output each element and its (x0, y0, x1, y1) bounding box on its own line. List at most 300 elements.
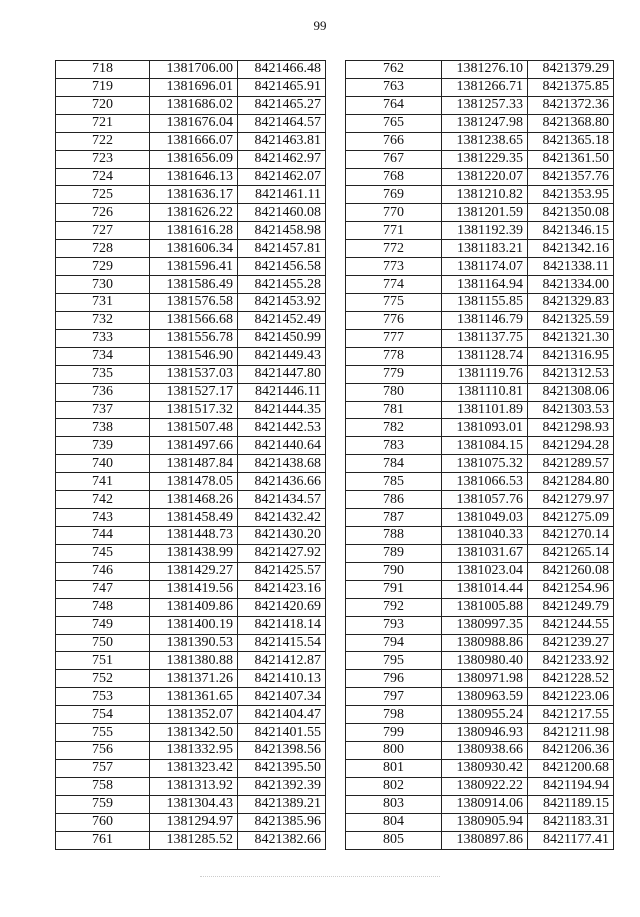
y-coordinate: 8421342.16 (528, 240, 614, 258)
point-number: 803 (346, 795, 442, 813)
table-row (56, 293, 326, 311)
y-coordinate: 8421415.54 (238, 634, 326, 652)
table-row (346, 329, 614, 347)
x-coordinate: 1381005.88 (442, 598, 528, 616)
point-number: 786 (346, 491, 442, 509)
y-coordinate: 8421427.92 (238, 544, 326, 562)
y-coordinate: 8421418.14 (238, 616, 326, 634)
table-row (56, 670, 326, 688)
y-coordinate: 8421346.15 (528, 222, 614, 240)
table-row (56, 276, 326, 294)
x-coordinate: 1381229.35 (442, 150, 528, 168)
table-row (56, 491, 326, 509)
y-coordinate: 8421279.97 (528, 491, 614, 509)
point-number: 724 (56, 168, 150, 186)
x-coordinate: 1381066.53 (442, 473, 528, 491)
y-coordinate: 8421375.85 (528, 78, 614, 96)
x-coordinate: 1381419.56 (150, 580, 238, 598)
y-coordinate: 8421410.13 (238, 670, 326, 688)
x-coordinate: 1381537.03 (150, 365, 238, 383)
table-row (56, 258, 326, 276)
point-number: 734 (56, 347, 150, 365)
point-number: 796 (346, 670, 442, 688)
y-coordinate: 8421458.98 (238, 222, 326, 240)
table-row (56, 509, 326, 527)
point-number: 731 (56, 293, 150, 311)
table-row (56, 526, 326, 544)
y-coordinate: 8421270.14 (528, 526, 614, 544)
table-row (56, 706, 326, 724)
table-row (346, 473, 614, 491)
point-number: 798 (346, 706, 442, 724)
x-coordinate: 1381137.75 (442, 329, 528, 347)
x-coordinate: 1381075.32 (442, 455, 528, 473)
y-coordinate: 8421462.07 (238, 168, 326, 186)
table-row (56, 544, 326, 562)
x-coordinate: 1381390.53 (150, 634, 238, 652)
x-coordinate: 1381266.71 (442, 78, 528, 96)
y-coordinate: 8421365.18 (528, 132, 614, 150)
point-number: 791 (346, 580, 442, 598)
point-number: 768 (346, 168, 442, 186)
table-row (56, 437, 326, 455)
y-coordinate: 8421432.42 (238, 509, 326, 527)
point-number: 802 (346, 777, 442, 795)
y-coordinate: 8421420.69 (238, 598, 326, 616)
table-row (346, 509, 614, 527)
table-row (346, 168, 614, 186)
y-coordinate: 8421457.81 (238, 240, 326, 258)
x-coordinate: 1381409.86 (150, 598, 238, 616)
point-number: 745 (56, 544, 150, 562)
point-number: 770 (346, 204, 442, 222)
table-row (346, 742, 614, 760)
coordinate-table-right (345, 60, 614, 850)
x-coordinate: 1381458.49 (150, 509, 238, 527)
table-row (346, 813, 614, 831)
point-number: 776 (346, 311, 442, 329)
table-row (346, 491, 614, 509)
x-coordinate: 1381586.49 (150, 276, 238, 294)
table-row (56, 311, 326, 329)
y-coordinate: 8421316.95 (528, 347, 614, 365)
x-coordinate: 1381546.90 (150, 347, 238, 365)
x-coordinate: 1381497.66 (150, 437, 238, 455)
table-row (56, 419, 326, 437)
point-number: 738 (56, 419, 150, 437)
table-row (346, 544, 614, 562)
point-number: 749 (56, 616, 150, 634)
y-coordinate: 8421294.28 (528, 437, 614, 455)
y-coordinate: 8421463.81 (238, 132, 326, 150)
table-row (346, 706, 614, 724)
x-coordinate: 1380938.66 (442, 742, 528, 760)
table-row (56, 401, 326, 419)
table-row (56, 78, 326, 96)
point-number: 782 (346, 419, 442, 437)
y-coordinate: 8421466.48 (238, 61, 326, 79)
point-number: 743 (56, 509, 150, 527)
x-coordinate: 1381606.34 (150, 240, 238, 258)
x-coordinate: 1381276.10 (442, 61, 528, 79)
y-coordinate: 8421298.93 (528, 419, 614, 437)
x-coordinate: 1381119.76 (442, 365, 528, 383)
table-row (346, 634, 614, 652)
point-number: 760 (56, 813, 150, 831)
point-number: 757 (56, 759, 150, 777)
table-row (56, 168, 326, 186)
x-coordinate: 1381332.95 (150, 742, 238, 760)
point-number: 778 (346, 347, 442, 365)
table-row (346, 61, 614, 79)
x-coordinate: 1380971.98 (442, 670, 528, 688)
point-number: 740 (56, 455, 150, 473)
y-coordinate: 8421329.83 (528, 293, 614, 311)
y-coordinate: 8421275.09 (528, 509, 614, 527)
y-coordinate: 8421303.53 (528, 401, 614, 419)
table-row (56, 616, 326, 634)
y-coordinate: 8421453.92 (238, 293, 326, 311)
x-coordinate: 1381210.82 (442, 186, 528, 204)
y-coordinate: 8421321.30 (528, 329, 614, 347)
point-number: 736 (56, 383, 150, 401)
y-coordinate: 8421389.21 (238, 795, 326, 813)
y-coordinate: 8421177.41 (528, 831, 614, 849)
point-number: 780 (346, 383, 442, 401)
x-coordinate: 1381556.78 (150, 329, 238, 347)
y-coordinate: 8421312.53 (528, 365, 614, 383)
table-row (56, 598, 326, 616)
y-coordinate: 8421456.58 (238, 258, 326, 276)
point-number: 750 (56, 634, 150, 652)
x-coordinate: 1381049.03 (442, 509, 528, 527)
x-coordinate: 1381155.85 (442, 293, 528, 311)
point-number: 737 (56, 401, 150, 419)
x-coordinate: 1380963.59 (442, 688, 528, 706)
table-row (346, 293, 614, 311)
table-row (346, 347, 614, 365)
point-number: 789 (346, 544, 442, 562)
y-coordinate: 8421308.06 (528, 383, 614, 401)
point-number: 797 (346, 688, 442, 706)
table-row (346, 670, 614, 688)
y-coordinate: 8421407.34 (238, 688, 326, 706)
point-number: 790 (346, 562, 442, 580)
point-number: 759 (56, 795, 150, 813)
point-number: 775 (346, 293, 442, 311)
table-row (346, 562, 614, 580)
point-number: 781 (346, 401, 442, 419)
table-row (346, 204, 614, 222)
point-number: 728 (56, 240, 150, 258)
table-row (346, 222, 614, 240)
x-coordinate: 1381636.17 (150, 186, 238, 204)
y-coordinate: 8421260.08 (528, 562, 614, 580)
x-coordinate: 1381101.89 (442, 401, 528, 419)
table-row (56, 759, 326, 777)
point-number: 793 (346, 616, 442, 634)
y-coordinate: 8421382.66 (238, 831, 326, 849)
y-coordinate: 8421398.56 (238, 742, 326, 760)
x-coordinate: 1380955.24 (442, 706, 528, 724)
x-coordinate: 1381616.28 (150, 222, 238, 240)
y-coordinate: 8421194.94 (528, 777, 614, 795)
x-coordinate: 1381478.05 (150, 473, 238, 491)
y-coordinate: 8421465.91 (238, 78, 326, 96)
table-row (346, 401, 614, 419)
point-number: 754 (56, 706, 150, 724)
point-number: 747 (56, 580, 150, 598)
y-coordinate: 8421440.64 (238, 437, 326, 455)
x-coordinate: 1381646.13 (150, 168, 238, 186)
x-coordinate: 1381352.07 (150, 706, 238, 724)
point-number: 772 (346, 240, 442, 258)
point-number: 767 (346, 150, 442, 168)
x-coordinate: 1381400.19 (150, 616, 238, 634)
point-number: 765 (346, 114, 442, 132)
table-row (56, 222, 326, 240)
table-row (56, 114, 326, 132)
table-row (56, 347, 326, 365)
x-coordinate: 1380997.35 (442, 616, 528, 634)
point-number: 774 (346, 276, 442, 294)
point-number: 741 (56, 473, 150, 491)
y-coordinate: 8421460.08 (238, 204, 326, 222)
table-row (346, 795, 614, 813)
point-number: 729 (56, 258, 150, 276)
x-coordinate: 1381238.65 (442, 132, 528, 150)
table-row (346, 186, 614, 204)
table-row (56, 204, 326, 222)
table-row (346, 240, 614, 258)
y-coordinate: 8421401.55 (238, 724, 326, 742)
x-coordinate: 1381527.17 (150, 383, 238, 401)
point-number: 739 (56, 437, 150, 455)
point-number: 726 (56, 204, 150, 222)
point-number: 746 (56, 562, 150, 580)
table-row (346, 150, 614, 168)
point-number: 799 (346, 724, 442, 742)
point-number: 753 (56, 688, 150, 706)
x-coordinate: 1381676.04 (150, 114, 238, 132)
x-coordinate: 1381323.42 (150, 759, 238, 777)
point-number: 756 (56, 742, 150, 760)
point-number: 730 (56, 276, 150, 294)
y-coordinate: 8421430.20 (238, 526, 326, 544)
table-row (56, 365, 326, 383)
y-coordinate: 8421357.76 (528, 168, 614, 186)
point-number: 762 (346, 61, 442, 79)
x-coordinate: 1381192.39 (442, 222, 528, 240)
y-coordinate: 8421350.08 (528, 204, 614, 222)
y-coordinate: 8421449.43 (238, 347, 326, 365)
x-coordinate: 1381438.99 (150, 544, 238, 562)
y-coordinate: 8421338.11 (528, 258, 614, 276)
y-coordinate: 8421404.47 (238, 706, 326, 724)
x-coordinate: 1381304.43 (150, 795, 238, 813)
point-number: 795 (346, 652, 442, 670)
coordinate-table-left (55, 60, 326, 850)
x-coordinate: 1381361.65 (150, 688, 238, 706)
y-coordinate: 8421436.66 (238, 473, 326, 491)
point-number: 758 (56, 777, 150, 795)
table-row (346, 78, 614, 96)
point-number: 794 (346, 634, 442, 652)
x-coordinate: 1380980.40 (442, 652, 528, 670)
table-row (56, 688, 326, 706)
point-number: 783 (346, 437, 442, 455)
table-row (346, 616, 614, 634)
y-coordinate: 8421353.95 (528, 186, 614, 204)
point-number: 719 (56, 78, 150, 96)
x-coordinate: 1381023.04 (442, 562, 528, 580)
table-row (56, 150, 326, 168)
table-row (56, 240, 326, 258)
table-row (56, 813, 326, 831)
x-coordinate: 1381686.02 (150, 96, 238, 114)
y-coordinate: 8421395.50 (238, 759, 326, 777)
point-number: 784 (346, 455, 442, 473)
y-coordinate: 8421223.06 (528, 688, 614, 706)
x-coordinate: 1381247.98 (442, 114, 528, 132)
point-number: 725 (56, 186, 150, 204)
x-coordinate: 1380922.22 (442, 777, 528, 795)
y-coordinate: 8421452.49 (238, 311, 326, 329)
y-coordinate: 8421446.11 (238, 383, 326, 401)
point-number: 766 (346, 132, 442, 150)
table-row (346, 276, 614, 294)
y-coordinate: 8421442.53 (238, 419, 326, 437)
y-coordinate: 8421325.59 (528, 311, 614, 329)
y-coordinate: 8421334.00 (528, 276, 614, 294)
x-coordinate: 1381294.97 (150, 813, 238, 831)
table-row (346, 777, 614, 795)
y-coordinate: 8421444.35 (238, 401, 326, 419)
table-row (56, 473, 326, 491)
table-row (56, 777, 326, 795)
coordinate-table-left-body (56, 61, 326, 850)
table-row (56, 634, 326, 652)
table-row (56, 831, 326, 849)
x-coordinate: 1381626.22 (150, 204, 238, 222)
page-number: 99 (313, 18, 327, 33)
y-coordinate: 8421244.55 (528, 616, 614, 634)
table-row (56, 724, 326, 742)
x-coordinate: 1381448.73 (150, 526, 238, 544)
y-coordinate: 8421461.11 (238, 186, 326, 204)
point-number: 721 (56, 114, 150, 132)
x-coordinate: 1380930.42 (442, 759, 528, 777)
x-coordinate: 1381183.21 (442, 240, 528, 258)
y-coordinate: 8421284.80 (528, 473, 614, 491)
x-coordinate: 1381566.68 (150, 311, 238, 329)
x-coordinate: 1381313.92 (150, 777, 238, 795)
y-coordinate: 8421228.52 (528, 670, 614, 688)
x-coordinate: 1381031.67 (442, 544, 528, 562)
y-coordinate: 8421211.98 (528, 724, 614, 742)
table-row (346, 132, 614, 150)
point-number: 723 (56, 150, 150, 168)
x-coordinate: 1381487.84 (150, 455, 238, 473)
point-number: 805 (346, 831, 442, 849)
page-footer-rule (200, 876, 440, 877)
table-row (346, 311, 614, 329)
table-row (56, 96, 326, 114)
point-number: 761 (56, 831, 150, 849)
y-coordinate: 8421464.57 (238, 114, 326, 132)
x-coordinate: 1381285.52 (150, 831, 238, 849)
y-coordinate: 8421254.96 (528, 580, 614, 598)
point-number: 792 (346, 598, 442, 616)
point-number: 788 (346, 526, 442, 544)
y-coordinate: 8421289.57 (528, 455, 614, 473)
x-coordinate: 1381257.33 (442, 96, 528, 114)
y-coordinate: 8421438.68 (238, 455, 326, 473)
x-coordinate: 1381014.44 (442, 580, 528, 598)
y-coordinate: 8421233.92 (528, 652, 614, 670)
x-coordinate: 1380914.06 (442, 795, 528, 813)
table-row (56, 580, 326, 598)
point-number: 764 (346, 96, 442, 114)
y-coordinate: 8421206.36 (528, 742, 614, 760)
point-number: 727 (56, 222, 150, 240)
x-coordinate: 1380988.86 (442, 634, 528, 652)
point-number: 773 (346, 258, 442, 276)
y-coordinate: 8421392.39 (238, 777, 326, 795)
point-number: 755 (56, 724, 150, 742)
table-row (56, 742, 326, 760)
y-coordinate: 8421379.29 (528, 61, 614, 79)
point-number: 718 (56, 61, 150, 79)
x-coordinate: 1381517.32 (150, 401, 238, 419)
x-coordinate: 1381342.50 (150, 724, 238, 742)
x-coordinate: 1381696.01 (150, 78, 238, 96)
point-number: 801 (346, 759, 442, 777)
table-row (56, 562, 326, 580)
point-number: 779 (346, 365, 442, 383)
y-coordinate: 8421361.50 (528, 150, 614, 168)
x-coordinate: 1381576.58 (150, 293, 238, 311)
x-coordinate: 1380905.94 (442, 813, 528, 831)
table-row (56, 186, 326, 204)
x-coordinate: 1381164.94 (442, 276, 528, 294)
x-coordinate: 1381666.07 (150, 132, 238, 150)
y-coordinate: 8421385.96 (238, 813, 326, 831)
table-row (346, 258, 614, 276)
table-row (346, 831, 614, 849)
table-row (56, 329, 326, 347)
x-coordinate: 1380897.86 (442, 831, 528, 849)
y-coordinate: 8421183.31 (528, 813, 614, 831)
y-coordinate: 8421434.57 (238, 491, 326, 509)
x-coordinate: 1381201.59 (442, 204, 528, 222)
point-number: 751 (56, 652, 150, 670)
x-coordinate: 1381110.81 (442, 383, 528, 401)
table-row (346, 598, 614, 616)
y-coordinate: 8421249.79 (528, 598, 614, 616)
table-row (346, 114, 614, 132)
point-number: 804 (346, 813, 442, 831)
x-coordinate: 1381057.76 (442, 491, 528, 509)
y-coordinate: 8421189.15 (528, 795, 614, 813)
point-number: 769 (346, 186, 442, 204)
x-coordinate: 1381596.41 (150, 258, 238, 276)
point-number: 735 (56, 365, 150, 383)
x-coordinate: 1381380.88 (150, 652, 238, 670)
y-coordinate: 8421200.68 (528, 759, 614, 777)
table-row (56, 455, 326, 473)
x-coordinate: 1380946.93 (442, 724, 528, 742)
